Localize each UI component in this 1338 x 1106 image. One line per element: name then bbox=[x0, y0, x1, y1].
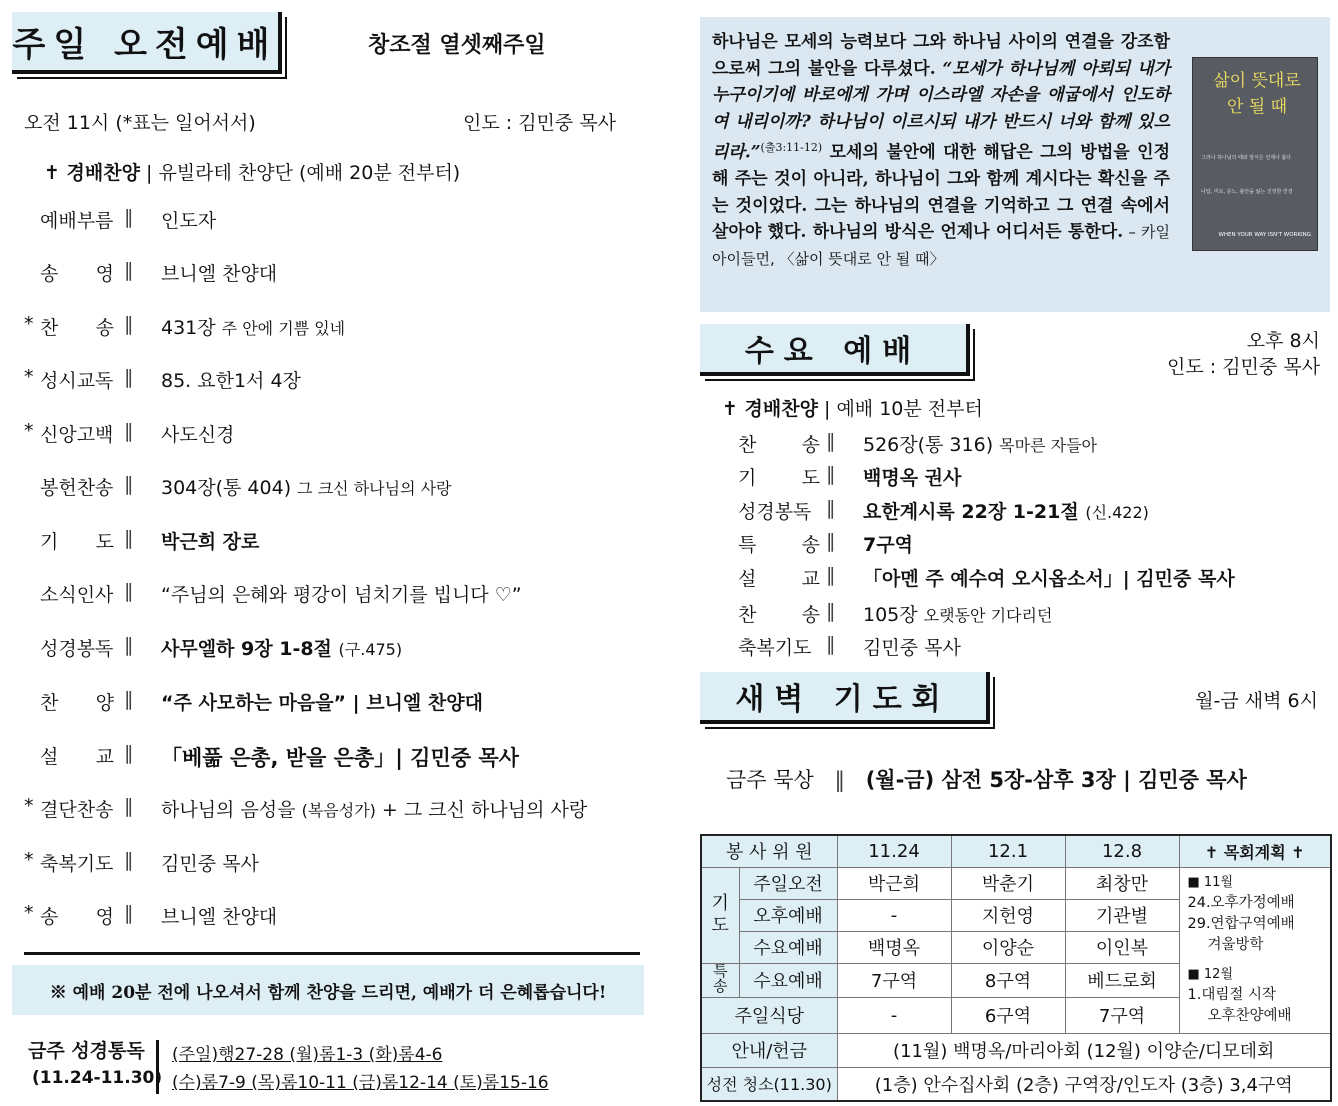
wednesday-order-item bbox=[738, 430, 1318, 456]
order-item-main: 백명옥 권사 bbox=[863, 467, 962, 489]
wednesday-order-item bbox=[738, 564, 1318, 590]
order-item-value bbox=[161, 849, 259, 876]
table-cell: 박춘기 bbox=[951, 867, 1065, 899]
order-item-detail: (복음성가) bbox=[301, 801, 376, 820]
order-item-main: 105장 bbox=[863, 604, 918, 626]
dawn-prayer-time: 월-금 새벽 6시 bbox=[1195, 690, 1318, 712]
order-item-label: 특 송 bbox=[738, 534, 820, 556]
order-item-detail: 주 안에 기쁨 있네 bbox=[221, 319, 346, 338]
order-item-main: 박근희 장로 bbox=[161, 531, 260, 553]
quote-source: – 카일 아이들먼, 〈삶이 뜻대로 안 될 때〉 bbox=[712, 223, 1170, 268]
order-item-label: 찬 송 bbox=[738, 434, 820, 456]
order-item-main: “주님의 은혜와 평강이 넘치기를 빕니다 ♡” bbox=[161, 584, 522, 606]
order-item-main: 7구역 bbox=[863, 534, 913, 556]
order-item-label: 축복기도 bbox=[738, 637, 812, 659]
order-item-main: “주 사모하는 마음을” | 브니엘 찬양대 bbox=[161, 692, 483, 714]
sunday-order-item bbox=[24, 420, 644, 446]
order-item-separator: ‖ bbox=[124, 366, 134, 388]
plan-nov-item-2: 29.연합구역예배 bbox=[1187, 915, 1295, 932]
offering-group-char: 송 bbox=[713, 976, 728, 995]
table-row-label: 수요예배 bbox=[739, 931, 837, 963]
guide-offering-label: 안내/헌금 bbox=[701, 1033, 837, 1067]
table-cell: 7구역 bbox=[1065, 997, 1179, 1033]
standing-marker: * bbox=[24, 420, 34, 442]
order-item-main: 431장 bbox=[161, 317, 216, 339]
order-item-value bbox=[161, 473, 452, 500]
table-row-label: 주일오전 bbox=[739, 867, 837, 899]
order-item-main: 브니엘 찬양대 bbox=[161, 906, 278, 928]
wednesday-leader: 인도 : 김민중 목사 bbox=[1167, 356, 1320, 378]
order-item-separator: ‖ bbox=[124, 634, 134, 656]
dawn-sep: ‖ bbox=[834, 768, 846, 792]
order-item-separator: ‖ bbox=[124, 795, 134, 817]
sunday-order-item bbox=[24, 206, 644, 232]
order-item-separator: ‖ bbox=[826, 530, 836, 552]
plan-nov-label: ■ 11월 bbox=[1187, 874, 1234, 890]
order-item-value bbox=[863, 530, 913, 557]
table-cell: 기관별 bbox=[1065, 899, 1179, 931]
quote-body: 모세의 불안에 대한 해답은 그의 방법을 인정해 주는 것이 아니라, 하나님이 그와 함께 계시다는 확신을 주는 것이었다. 그는 하나님의 연결을 기억하고 그 연결 속에서 살아야 했다. 하나님의 방식은 언제나 어디서든 통한다. bbox=[712, 142, 1170, 243]
order-item-separator: ‖ bbox=[124, 473, 134, 495]
order-item-label: 성시교독 bbox=[40, 370, 114, 392]
prayer-group-char: 도 bbox=[711, 915, 729, 936]
prelude-label: ✝ 경배찬양 bbox=[44, 162, 140, 184]
table-cell: 7구역 bbox=[837, 963, 951, 997]
order-item-label: 송 영 bbox=[40, 906, 114, 928]
order-item-main: 304장(통 404) bbox=[161, 477, 292, 499]
table-cell: 8구역 bbox=[951, 963, 1065, 997]
order-item-value bbox=[161, 634, 402, 661]
quote-verse: “모세가 하나님께 아뢰되 내가 누구이기에 바로에게 가며 이스라엘 자손을 애굽에서 인도하여 내리이까? 하나님이 이르시되 내가 반드시 너와 함께 있으리라.” bbox=[712, 58, 1170, 163]
order-item-label: 기 도 bbox=[40, 531, 114, 553]
wednesday-prelude bbox=[722, 394, 983, 421]
table-cell: 최창만 bbox=[1065, 867, 1179, 899]
plan-month-dec bbox=[1188, 964, 1331, 985]
order-item-detail: 그 크신 하나님의 사랑 bbox=[297, 479, 452, 498]
order-item-main: 요한계시록 22장 1-21절 bbox=[863, 501, 1079, 523]
order-item-main: 85. 요한1서 4장 bbox=[161, 370, 301, 392]
plan-nov-item-3-text: 겨울방학 bbox=[1207, 936, 1264, 953]
table-cell: 이양순 bbox=[951, 931, 1065, 963]
prelude-sep: | bbox=[146, 162, 153, 184]
cleaning-label: 성전 청소(11.30) bbox=[701, 1067, 837, 1101]
order-item-main: 「아멘 주 예수여 오시옵소서」| 김민중 목사 bbox=[863, 568, 1235, 590]
wednesday-order-item bbox=[738, 497, 1318, 523]
order-item-separator: ‖ bbox=[826, 633, 836, 655]
order-item-detail: (신.422) bbox=[1085, 503, 1149, 522]
wed-prelude-sep: | bbox=[824, 398, 831, 420]
order-item-value bbox=[161, 742, 519, 772]
order-item-label: 찬 송 bbox=[40, 317, 114, 339]
plan-dec-item-2-text: 오후찬양예배 bbox=[1207, 1007, 1292, 1024]
order-item-separator: ‖ bbox=[826, 430, 836, 452]
table-cell: 베드로회 bbox=[1065, 963, 1179, 997]
reading-plan-label: 금주 성경통독 bbox=[28, 1040, 145, 1062]
reading-plan-line-2: (수)롬7-9 (목)롬10-11 (금)롬12-14 (토)롬15-16 bbox=[172, 1073, 549, 1093]
order-item-main: 「베풂 은총, 받을 은총」| 김민중 목사 bbox=[161, 746, 519, 770]
sunday-prelude bbox=[44, 158, 460, 185]
table-cell: - bbox=[837, 899, 951, 931]
order-item-separator: ‖ bbox=[124, 313, 134, 335]
table-header-date-1: 11.24 bbox=[837, 835, 951, 867]
order-item-value bbox=[161, 902, 277, 929]
sunday-time: 오전 11시 (*표는 일어서서) bbox=[24, 112, 256, 134]
divider-rule bbox=[24, 952, 640, 955]
order-item-value bbox=[161, 366, 301, 393]
table-cell: 백명옥 bbox=[837, 931, 951, 963]
order-item-separator: ‖ bbox=[826, 564, 836, 586]
table-cell: - bbox=[837, 997, 951, 1033]
order-item-main: 526장(통 316) bbox=[863, 434, 994, 456]
order-item-separator: ‖ bbox=[826, 600, 836, 622]
reading-plan-dates: (11.24-11.30) bbox=[32, 1068, 163, 1088]
sunday-order-item bbox=[24, 688, 644, 714]
wed-prelude-value: 예배 10분 전부터 bbox=[836, 398, 983, 420]
quote-intro: 하나님은 모세의 능력보다 그와 하나님 사이의 연결을 강조함으로써 그의 불안을 다루셨다. bbox=[712, 32, 1170, 79]
offering-group-label bbox=[701, 963, 739, 997]
order-item-label: 결단찬송 bbox=[40, 799, 114, 821]
standing-marker: * bbox=[24, 849, 34, 871]
table-cell: 6구역 bbox=[951, 997, 1065, 1033]
cleaning-value: (1층) 안수집사회 (2층) 구역장/인도자 (3층) 3,4구역 bbox=[837, 1067, 1331, 1101]
table-header-plan: ✝ 목회계획 ✝ bbox=[1179, 835, 1331, 867]
sunday-order-item bbox=[24, 742, 644, 768]
table-header-date-3: 12.8 bbox=[1065, 835, 1179, 867]
order-item-value bbox=[863, 633, 961, 660]
order-item-tail: + 그 크신 하나님의 사랑 bbox=[375, 799, 588, 821]
sunday-order-item bbox=[24, 313, 644, 339]
order-item-value bbox=[161, 313, 345, 340]
order-item-value bbox=[161, 259, 277, 286]
order-item-separator: ‖ bbox=[124, 902, 134, 924]
order-item-separator: ‖ bbox=[124, 742, 134, 764]
plan-dec-item-2 bbox=[1188, 1006, 1331, 1027]
table-header-date-2: 12.1 bbox=[951, 835, 1065, 867]
order-item-value bbox=[863, 497, 1149, 524]
sunday-order-item bbox=[24, 634, 644, 660]
wednesday-order-item bbox=[738, 600, 1318, 626]
prayer-group-label bbox=[701, 867, 739, 963]
order-item-label: 봉헌찬송 bbox=[40, 477, 114, 499]
reading-divider bbox=[156, 1040, 159, 1094]
sunday-leader: 인도 : 김민중 목사 bbox=[463, 112, 616, 134]
order-item-separator: ‖ bbox=[124, 527, 134, 549]
book-cover-image bbox=[1192, 57, 1318, 251]
order-item-label: 기 도 bbox=[738, 467, 820, 489]
plan-dec-item-1: 1.대림절 시작 bbox=[1187, 986, 1276, 1003]
order-item-label: 설 교 bbox=[40, 746, 114, 768]
standing-marker: * bbox=[24, 366, 34, 388]
sunday-order-item bbox=[24, 849, 644, 875]
order-item-detail: 오랫동안 기다리던 bbox=[923, 606, 1053, 625]
standing-marker: * bbox=[24, 313, 34, 335]
dawn-label: 금주 묵상 bbox=[726, 768, 814, 792]
book-title-line-1: 삶이 뜻대로 bbox=[1213, 71, 1301, 91]
order-item-separator: ‖ bbox=[124, 688, 134, 710]
dawn-value: (월-금) 삼전 5장-삼후 3장 | 김민중 목사 bbox=[865, 768, 1247, 792]
order-item-main: 김민중 목사 bbox=[161, 853, 259, 875]
order-item-separator: ‖ bbox=[826, 463, 836, 485]
offering-group-text bbox=[713, 961, 728, 995]
order-item-detail: (구.475) bbox=[338, 640, 403, 659]
book-title-line-2: 안 될 때 bbox=[1226, 97, 1288, 117]
book-title bbox=[1201, 68, 1313, 120]
order-item-separator: ‖ bbox=[826, 497, 836, 519]
sunday-order-item bbox=[24, 580, 644, 606]
standing-marker: * bbox=[24, 902, 34, 924]
order-item-label: 축복기도 bbox=[40, 853, 114, 875]
table-header-role: 봉 사 위 원 bbox=[701, 835, 837, 867]
dawn-prayer-heading: 새벽 기도회 bbox=[700, 672, 990, 724]
sunday-subtitle: 창조절 열셋째주일 bbox=[368, 33, 546, 58]
order-item-label: 송 영 bbox=[40, 263, 114, 285]
standing-marker: * bbox=[24, 795, 34, 817]
prayer-group-char: 기 bbox=[711, 893, 729, 914]
plan-nov-item-3 bbox=[1188, 935, 1331, 956]
sunday-order-item bbox=[24, 902, 644, 928]
table-row-label: 오후예배 bbox=[739, 899, 837, 931]
order-item-value bbox=[863, 463, 961, 490]
pastoral-plan bbox=[1179, 867, 1331, 1033]
offering-group-char: 특 bbox=[713, 961, 728, 980]
order-item-value bbox=[863, 430, 1097, 457]
order-item-label: 소식인사 bbox=[40, 584, 114, 606]
order-item-main: 인도자 bbox=[161, 210, 217, 232]
order-item-value bbox=[161, 527, 259, 554]
order-item-value bbox=[161, 420, 234, 447]
book-subtitle: 그러나 하나님의 때와 방식은 언제나 옳다 bbox=[1201, 155, 1292, 161]
order-item-label: 성경봉독 bbox=[40, 638, 114, 660]
table-row-label: 수요예배 bbox=[739, 963, 837, 997]
quote-text bbox=[712, 29, 1170, 272]
quote-reference: (출3:11-12) bbox=[760, 141, 823, 154]
order-item-label: 설 교 bbox=[738, 568, 820, 590]
order-item-label: 신앙고백 bbox=[40, 424, 114, 446]
order-item-main: 사무엘하 9장 1-8절 bbox=[161, 638, 332, 660]
order-item-separator: ‖ bbox=[124, 849, 134, 871]
plan-month-nov bbox=[1188, 872, 1331, 893]
sunday-order-item bbox=[24, 473, 644, 499]
order-item-separator: ‖ bbox=[124, 259, 134, 281]
order-item-value bbox=[863, 564, 1235, 591]
order-item-separator: ‖ bbox=[124, 580, 134, 602]
quote-box bbox=[700, 17, 1330, 312]
order-item-detail: 목마른 자들아 bbox=[999, 436, 1097, 455]
sunday-order-item bbox=[24, 795, 644, 821]
order-item-value bbox=[863, 600, 1052, 627]
prelude-value: 유빌라테 찬양단 (예배 20분 전부터) bbox=[158, 162, 461, 184]
order-item-main: 브니엘 찬양대 bbox=[161, 263, 278, 285]
book-english-title: WHEN YOUR WAY ISN'T WORKING bbox=[1218, 232, 1311, 238]
order-item-value bbox=[161, 580, 522, 607]
order-item-label: 예배부름 bbox=[40, 210, 114, 232]
guide-offering-value: (11월) 백명옥/마리아회 (12월) 이양순/디모데회 bbox=[837, 1033, 1331, 1067]
prayer-group-text bbox=[702, 893, 739, 937]
order-item-value bbox=[161, 206, 216, 233]
table-cell: 박근희 bbox=[837, 867, 951, 899]
sunday-order-item bbox=[24, 259, 644, 285]
sunday-order-item bbox=[24, 366, 644, 392]
order-item-separator: ‖ bbox=[124, 206, 134, 228]
order-item-main: 사도신경 bbox=[161, 424, 235, 446]
dawn-meditation-row bbox=[726, 764, 1247, 794]
wednesday-order-item bbox=[738, 530, 1318, 556]
table-row-label: 주일식당 bbox=[701, 997, 837, 1033]
table-cell: 이인복 bbox=[1065, 931, 1179, 963]
order-item-separator: ‖ bbox=[124, 420, 134, 442]
wednesday-service-heading: 수요 예배 bbox=[700, 324, 970, 376]
order-item-value bbox=[161, 795, 587, 822]
wed-prelude-label: ✝ 경배찬양 bbox=[722, 398, 818, 420]
notice-banner: ※ 예배 20분 전에 나오셔서 함께 찬양을 드리면, 예배가 더 은혜롭습니다! bbox=[12, 965, 644, 1015]
table-cell: 지헌영 bbox=[951, 899, 1065, 931]
plan-dec-label: ■ 12월 bbox=[1187, 966, 1234, 982]
reading-plan-line-1: (주일)행27-28 (월)롬1-3 (화)롬4-6 bbox=[172, 1045, 443, 1065]
book-blurb: 나답, 미로, 분노, 불안을 잃는 진정한 연결 bbox=[1201, 189, 1293, 195]
plan-nov-item-1: 24.오후가정예배 bbox=[1187, 894, 1295, 911]
wednesday-order-item bbox=[738, 633, 1318, 659]
order-item-value bbox=[161, 688, 483, 715]
order-item-label: 성경봉독 bbox=[738, 501, 812, 523]
sunday-service-heading: 주일 오전예배 bbox=[12, 12, 282, 74]
order-item-label: 찬 양 bbox=[40, 692, 114, 714]
wednesday-time: 오후 8시 bbox=[1246, 330, 1320, 352]
sunday-order-item bbox=[24, 527, 644, 553]
order-item-main: 하나님의 음성을 bbox=[161, 799, 296, 821]
wednesday-order-item bbox=[738, 463, 1318, 489]
service-volunteer-table bbox=[700, 834, 1332, 1102]
order-item-label: 찬 송 bbox=[738, 604, 820, 626]
order-item-main: 김민중 목사 bbox=[863, 637, 961, 659]
